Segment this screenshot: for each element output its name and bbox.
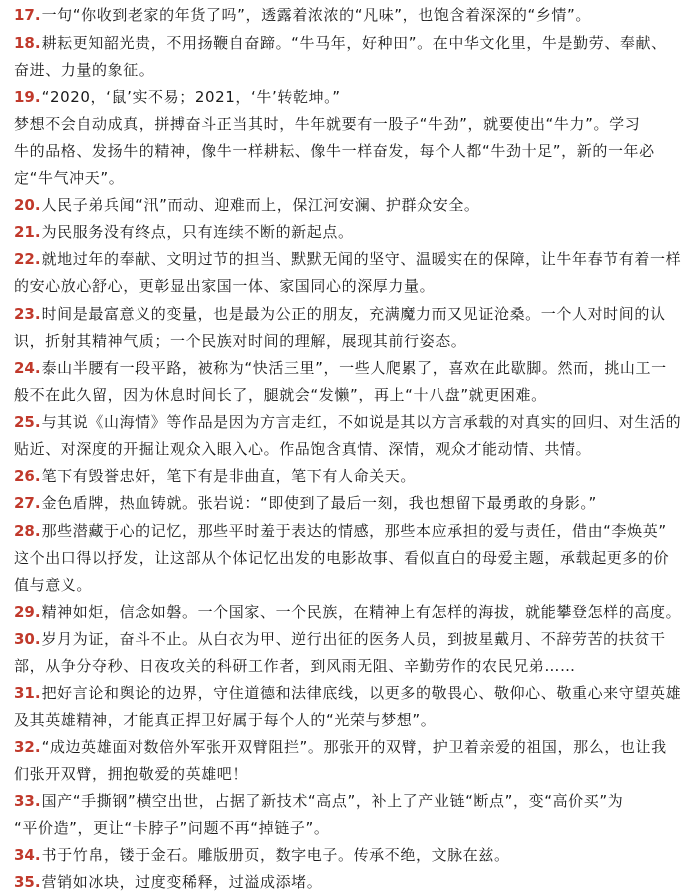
quote-text: 书于竹帛，镂于金石。雕版册页，数字电子。传承不绝，文脉在兹。 [41,846,510,864]
quote-24-line-2 [14,385,688,405]
quote-19-line-4 [14,168,688,188]
quote-text: 精神如炬，信念如磐。一个国家、一个民族，在精神上有怎样的海拔，就能攀登怎样的高度。 [41,603,682,621]
quote-text: 时间是最富意义的变量，也是最为公正的朋友，充满魔力而又见证沧桑。一个人对时间的认 [41,305,666,323]
quote-26-line-1 [14,466,688,486]
quote-text: 梦想不会自动成真，拼搏奋斗正当其时，牛年就要有一股子“牛劲”，就要使出“牛力”。学习 [14,115,641,133]
quote-text: 就地过年的奉献、文明过节的担当、默默无闻的坚守、温暖实在的保障，让牛年春节有着一样 [41,250,682,268]
quote-25-line-1 [14,412,688,432]
quote-20-line-1 [14,195,688,215]
quote-31-line-2 [14,710,688,730]
quote-number: 19. [14,88,41,106]
quote-30-line-1 [14,629,688,649]
quote-text: 岁月为证，奋斗不止。从白衣为甲、逆行出征的医务人员，到披星戴月、不辞劳苦的扶贫干 [41,630,666,648]
quote-35-line-1 [14,872,688,892]
quote-text: 值与意义。 [14,576,93,594]
quote-18-line-2 [14,60,688,80]
quote-text: 人民子弟兵闻“汛”而动、迎难而上，保江河安澜、护群众安全。 [41,196,480,214]
quote-text: 为民服务没有终点，只有连续不断的新起点。 [41,223,354,241]
quote-text: 国产“手撕钢”横空出世，占据了新技术“高点”，补上了产业链“断点”，变“高价买”为 [41,792,624,810]
quote-number: 21. [14,223,41,241]
quote-number: 30. [14,630,41,648]
quote-text: 定“牛气冲天”。 [14,169,125,187]
quote-23-line-2 [14,331,688,351]
quote-number: 24. [14,359,41,377]
quote-28-line-3 [14,575,688,595]
quote-number: 28. [14,522,41,540]
quote-number: 25. [14,413,41,431]
quote-19-line-1 [14,87,688,107]
quote-number: 26. [14,467,41,485]
quote-text: 们张开双臂，拥抱敬爱的英雄吧！ [14,765,249,783]
quote-text: “2020，‘鼠’实不易；2021，‘牛’转乾坤。” [41,88,341,106]
quote-text: 金色盾牌，热血铸就。张岩说：“即使到了最后一刻，我也想留下最勇敢的身影。” [41,494,597,512]
quote-text: 部，从争分夺秒、日夜攻关的科研工作者，到风雨无阻、辛勤劳作的农民兄弟…… [14,657,576,675]
quote-text: 与其说《山海情》等作品是因为方言走红，不如说是其以方言承载的对真实的回归、对生活的 [41,413,682,431]
quote-number: 17. [14,6,41,24]
quote-32-line-2 [14,764,688,784]
quote-33-line-1 [14,791,688,811]
quote-text: 一句“你收到老家的年货了吗”，透露着浓浓的“凡味”，也饱含着深深的“乡情”。 [41,6,592,24]
quote-text: “平价造”，更让“卡脖子”问题不再“掉链子”。 [14,819,330,837]
quote-number: 32. [14,738,41,756]
quote-32-line-1 [14,737,688,757]
quote-19-line-2 [14,114,688,134]
quote-23-line-1 [14,304,688,324]
quote-text: 及其英雄精神，才能真正捍卫好属于每个人的“光荣与梦想”。 [14,711,437,729]
quote-text: “成边英雄面对数倍外军张开双臂阻拦”。那张开的双臂，护卫着亲爱的祖国，那么，也让我 [41,738,667,756]
quote-27-line-1 [14,493,688,513]
quote-text: 这个出口得以抒发，让这部从个体记忆出发的电影故事、看似直白的母爱主题，承载起更多的价 [14,549,670,567]
quote-text: 牛的品格、发扬牛的精神，像牛一样耕耘、像牛一样奋发，每个人都“牛劲十足”，新的一年必 [14,142,655,160]
quote-number: 23. [14,305,41,323]
quote-text: 的安心放心舒心，更彰显出家国一体、家国同心的深厚力量。 [14,277,436,295]
quote-25-line-2 [14,439,688,459]
quote-text: 奋进、力量的象征。 [14,61,155,79]
quote-text: 耕耘更知韶光贵，不用扬鞭自奋蹄。“牛马年，好种田”。在中华文化里，牛是勤劳、奉献、 [41,34,667,52]
quote-28-line-2 [14,548,688,568]
quote-22-line-2 [14,276,688,296]
quote-number: 35. [14,873,41,891]
quote-19-line-3 [14,141,688,161]
quote-number: 34. [14,846,41,864]
quote-31-line-1 [14,683,688,703]
quote-text: 笔下有毁誉忠奸，笔下有是非曲直，笔下有人命关天。 [41,467,416,485]
quote-number: 22. [14,250,41,268]
quote-text: 泰山半腰有一段平路，被称为“快活三里”，一些人爬累了，喜欢在此歇脚。然而，挑山工一 [41,359,667,377]
quote-17-line-1 [14,5,688,25]
quote-24-line-1 [14,358,688,378]
quote-33-line-2 [14,818,688,838]
quote-28-line-1 [14,521,688,541]
quote-text: 识，折射其精神气质；一个民族对时间的理解，展现其前行姿态。 [14,332,467,350]
quote-30-line-2 [14,656,688,676]
quote-text: 营销如冰块，过度变稀释，过溢成添堵。 [41,873,323,891]
quote-text: 般不在此久留，因为休息时间长了，腿就会“发懒”，再上“十八盘”就更困难。 [14,386,547,404]
quote-18-line-1 [14,33,688,53]
quote-number: 29. [14,603,41,621]
quote-34-line-1 [14,845,688,865]
quote-number: 33. [14,792,41,810]
quote-text: 贴近、对深度的开掘让观众入眼入心。作品饱含真情、深情，观众才能动情、共情。 [14,440,592,458]
quote-21-line-1 [14,222,688,242]
quote-29-line-1 [14,602,688,622]
quote-number: 18. [14,34,41,52]
quote-22-line-1 [14,249,688,269]
quote-text: 那些潜藏于心的记忆，那些平时羞于表达的情感，那些本应承担的爱与责任，借由“李焕英” [41,522,667,540]
quote-text: 把好言论和舆论的边界，守住道德和法律底线，以更多的敬畏心、敬仰心、敬重心来守望英雄 [41,684,682,702]
quote-number: 20. [14,196,41,214]
quote-number: 31. [14,684,41,702]
quote-number: 27. [14,494,41,512]
